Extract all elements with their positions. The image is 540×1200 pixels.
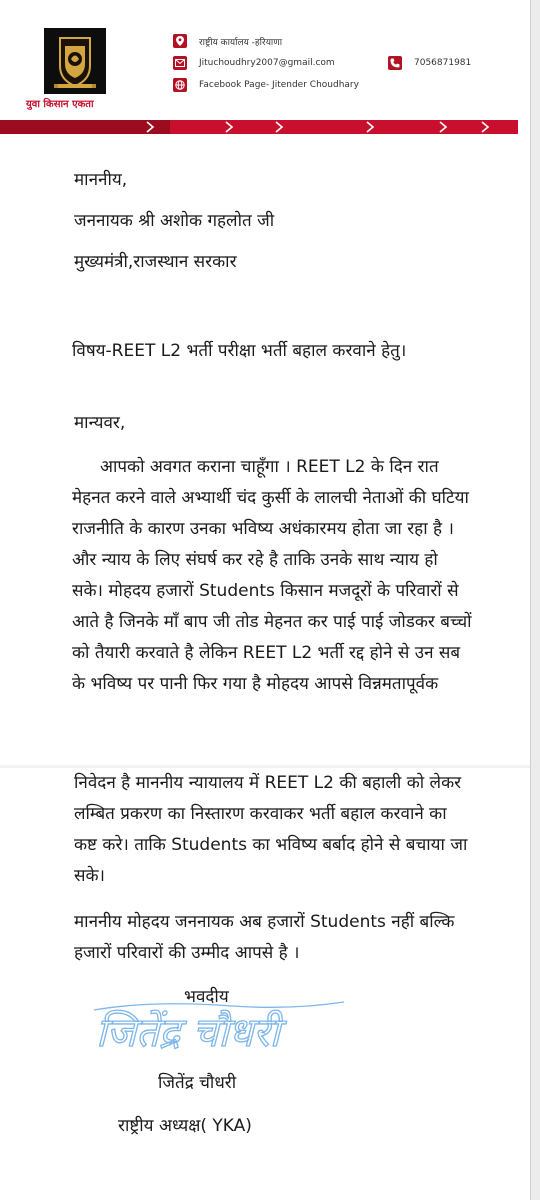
facebook-text[interactable]: Facebook Page- Jitender Choudhary bbox=[199, 80, 359, 90]
closing-paragraph: माननीय मोहदय जननायक अब हजारों Students नहीं बल्कि हजारों परिवारों की उम्मीद आपसे है । bbox=[74, 912, 455, 963]
contact-facebook bbox=[173, 78, 359, 92]
mail-icon bbox=[173, 56, 187, 70]
body-paragraph-continued: निवेदन है माननीय न्यायालय में REET L2 की बहाली को लेकर लम्बित प्रकरण का निस्तारण करवाकर भर्ती बहाल करवाने का कष्ट करे। ताकि Students का भविष्य बर्बाद होने से बचाया जा सके। bbox=[74, 773, 468, 886]
office-text: राष्ट्रीय कार्यालय -हरियाणा bbox=[199, 37, 283, 48]
contact-phone bbox=[388, 56, 471, 70]
sign-off: भवदीय bbox=[184, 987, 229, 1007]
addressee-title: मुख्यमंत्री,राजस्थान सरकार bbox=[74, 252, 237, 272]
phone-text[interactable]: 7056871981 bbox=[414, 58, 472, 68]
location-icon bbox=[173, 34, 187, 48]
page-edge bbox=[530, 0, 540, 1200]
letterhead-divider bbox=[0, 120, 518, 134]
email-text[interactable]: Jituchoudhry2007@gmail.com bbox=[199, 58, 335, 68]
globe-icon bbox=[173, 78, 187, 92]
contact-office bbox=[173, 34, 282, 48]
phone-icon bbox=[388, 56, 402, 70]
handwritten-signature bbox=[92, 990, 352, 1065]
body-paragraph: आपको अवगत कराना चाहूँगा । REET L2 के दिन रात मेहनत करने वाले अभ्यार्थी चंद कुर्सी के लालची नेताओं की घटिया राजनीति के कारण उनका भविष्य अधंकारमय होता जा रहा है । और न्याय के लिए संघर्ष कर रहे है ताकि उनके साथ न्याय हो सके। मोहदय हजारों Students किसान मजदूरों के परिवारों से आते है जिनके माँ बाप जी तोड मेहनत कर पाई पाई जोडकर बच्चों को तैयारी करवाते है लेकिन REET L2 भर्ती रद्द होने से उन सब के भविष्य पर पानी फिर गया है मोहदय आपसे विन्नमतापूर्वक bbox=[72, 457, 472, 694]
organization-name: युवा किसान एकता bbox=[26, 99, 94, 110]
addressee-name: जननायक श्री अशोक गहलोत जी bbox=[74, 211, 275, 231]
svg-text:जितेंद्र चौधरी: जितेंद्र चौधरी bbox=[96, 1010, 280, 1056]
salutation: माननीय, bbox=[74, 170, 128, 190]
subject-line: विषय-REET L2 भर्ती परीक्षा भर्ती बहाल करवाने हेतु। bbox=[72, 341, 407, 361]
signer-title: राष्ट्रीय अध्यक्ष( YKA) bbox=[118, 1116, 252, 1136]
organization-logo bbox=[44, 28, 106, 94]
signer-name: जितेंद्र चौधरी bbox=[158, 1073, 237, 1093]
greeting: मान्यवर, bbox=[74, 413, 126, 433]
contact-email bbox=[173, 56, 335, 70]
